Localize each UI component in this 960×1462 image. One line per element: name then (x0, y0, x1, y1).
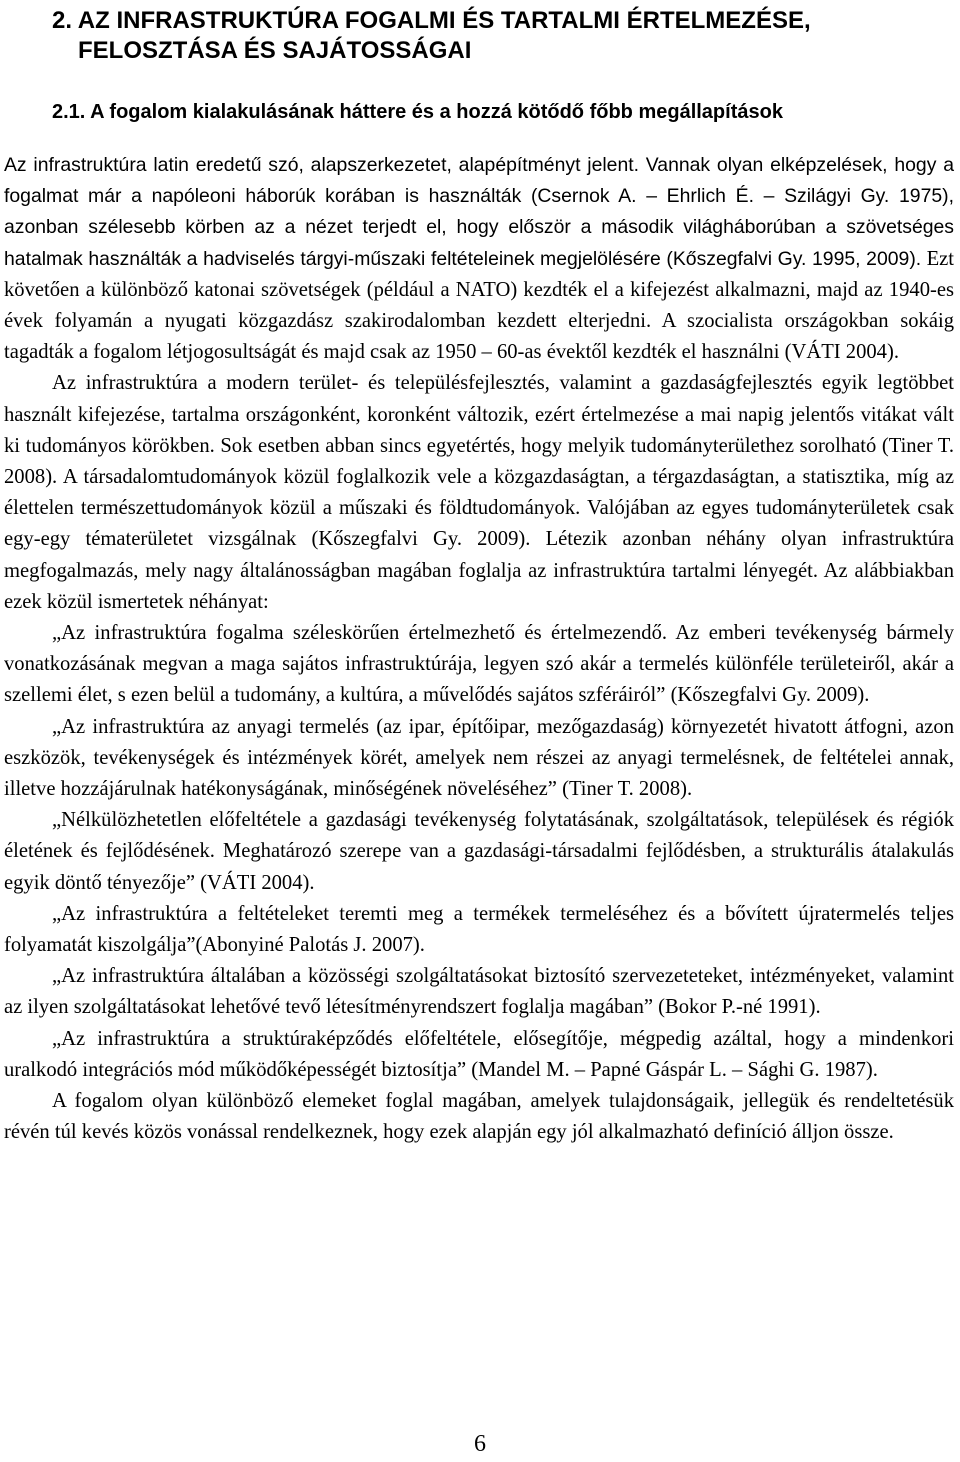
page-number: 6 (474, 1431, 486, 1457)
paragraph-1-sans-part: Az infrastruktúra latin eredetű szó, alapszerkezetet, alapépítményt jelent. Vannak olyan elképzelések, hogy a fogalmat már a napóleoni háborúk korában is használták (Csernok A. – Ehrlich É. – Szilágyi Gy. 1975), azonban szélesebb körben az a nézet terjedt el, hogy először a második világháborúban a szövetséges hatalmak használták a hadviselés tárgyi-műszaki feltételeinek megjelölésére (Kőszegfalvi Gy. 1995, 2009). (4, 154, 954, 270)
chapter-heading (52, 6, 932, 66)
body-text (4, 150, 954, 1149)
quote-2: „Az infrastruktúra az anyagi termelés (az ipar, építőipar, mezőgazdaság) környezetét hivatott átfogni, azon eszközök, tevékenységek és intézmények körét, amelyek nem részei az anyagi termelésnek, de feltételei annak, illetve hozzájárulnak hatékonyságának, minőségének növeléséhez” (Tiner T. 2008). (4, 715, 954, 801)
quote-6: „Az infrastruktúra a struktúraképződés előfeltétele, elősegítője, mégpedig azáltal, hogy a mindenkori uralkodó integrációs mód működőképességét biztosítja” (Mandel M. – Papné Gáspár L. – Sághi G. 1987). (4, 1027, 954, 1081)
paragraph-1-serif-part: Ezt követően a különböző katonai szövetségek (például a NATO) kezdték el a kifejezést alkalmazni, majd az 1940-es évek folyamán a nyugati közgazdász szakirodalomban kezdett elterjedni. A szocialista országokban sokáig tagadták a fogalom létjogosultságát és majd csak az 1950 – 60-as évektől kezdték el használni (VÁTI 2004). (4, 247, 955, 364)
paragraph-2: Az infrastruktúra a modern terület- és településfejlesztés, valamint a gazdaságfejlesztés egyik legtöbbet használt kifejezése, tartalma országonként, koronként változik, ezért értelmezése a mai napig jelentős vitákat vált ki tudományos körökben. Sok esetben abban sincs egyetértés, hogy melyik tudományterülethez sorolható (Tiner T. 2008). A társadalomtudományok közül foglalkozik vele a közgazdaságtan, a térgazdaságtan, a statisztika, míg az élettelen természettudományok közül a műszaki és földtudományok. Valójában az egyes tudományterületek csak egy-egy tématerületet vizsgálnak (Kőszegfalvi Gy. 2009). Létezik azonban néhány olyan infrastruktúra megfogalmazás, mely nagy általánosságban magában foglalja az infrastruktúra tartalmi lényegét. Az alábbiakban ezek közül ismertetek néhányat: (4, 372, 954, 613)
quote-4: „Az infrastruktúra a feltételeket teremti meg a termékek termeléséhez és a bővített újratermelés teljes folyamatát kiszolgálja”(Abonyiné Palotás J. 2007). (4, 902, 954, 957)
paragraph-final: A fogalom olyan különböző elemeket foglal magában, amelyek tulajdonságaik, jellegük és rendeltetésük révén túl kevés közös vonással rendelkeznek, hogy ezek alapján egy jól alkalmazható definíció álljon össze. (4, 1090, 954, 1144)
quote-1: „Az infrastruktúra fogalma széleskörűen értelmezhető és értelmezendő. Az emberi tevékenység bármely vonatkozásának megvan a maga sajátos infrastruktúrája, legyen szó akár a termelés különféle területeiről, akár a szellemi élet, s ezen belül a tudomány, a kultúra, a művelődés sajátos szféráiról” (Kőszegfalvi Gy. 2009). (4, 622, 954, 707)
quote-5: „Az infrastruktúra általában a közösségi szolgáltatásokat biztosító szervezeteteket, intézményeket, valamint az ilyen szolgáltatásokat lehetővé tevő létesítményrendszert foglalja magában” (Bokor P.-né 1991). (4, 965, 954, 1019)
chapter-heading-line2: FELOSZTÁSA ÉS SAJÁTOSSÁGAI (78, 37, 472, 64)
section-heading: 2.1. A fogalom kialakulásának háttere és a hozzá kötődő főbb megállapítások (52, 101, 783, 123)
quote-3: „Nélkülözhetetlen előfeltétele a gazdasági tevékenység folytatásának, szolgáltatások, települések és régiók életének és fejlődésének. Meghatározó szerepe van a gazdasági-társadalmi fejlődésben, a strukturális átalakulás egyik döntő tényezője” (VÁTI 2004). (4, 809, 954, 894)
chapter-heading-line1: 2. AZ INFRASTRUKTÚRA FOGALMI ÉS TARTALMI ÉRTELMEZÉSE, (52, 7, 811, 34)
paragraph-1 (4, 150, 954, 368)
